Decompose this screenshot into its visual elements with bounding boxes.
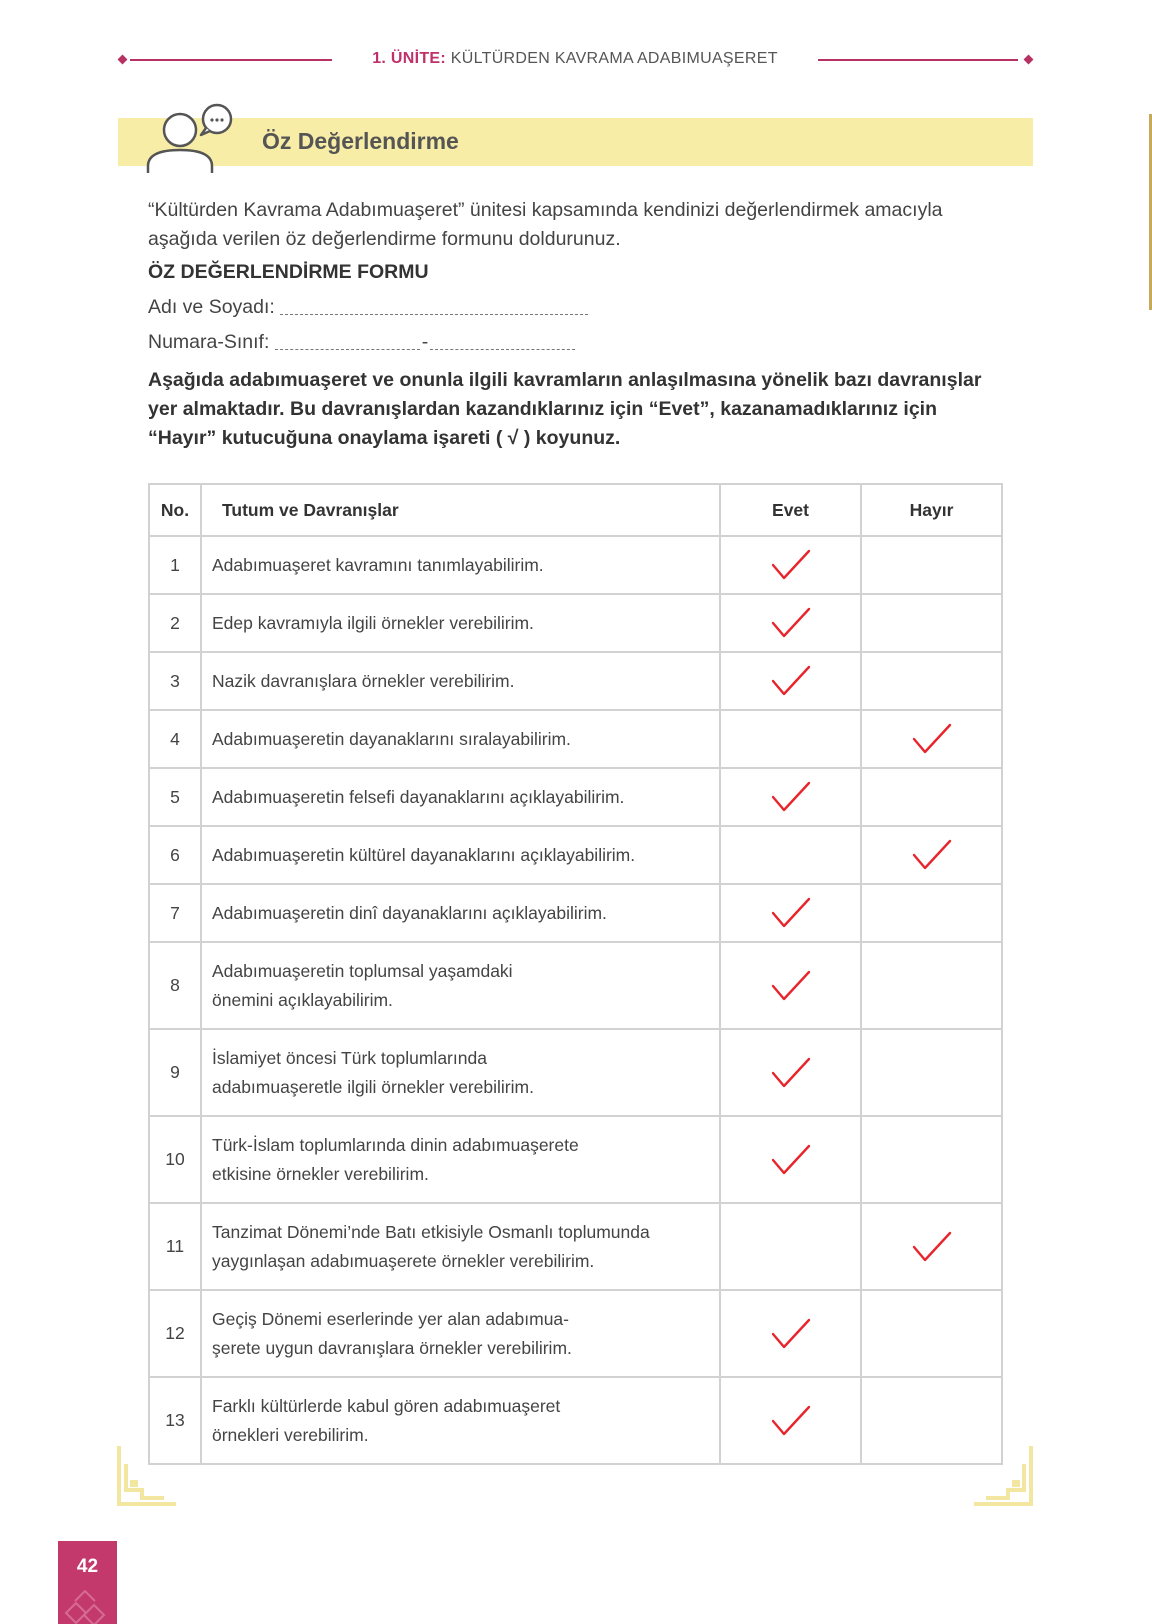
no-checkbox-cell[interactable] [861, 710, 1002, 768]
yes-checkbox-cell[interactable] [720, 768, 861, 826]
checkmark-icon [770, 1404, 812, 1438]
table-header-row [149, 484, 1002, 536]
table-row [149, 942, 1002, 1029]
no-checkbox-cell[interactable] [861, 1203, 1002, 1290]
person-speech-bubble-icon [144, 102, 236, 174]
section-title: Öz Değerlendirme [262, 128, 459, 154]
row-behavior-line1: Adabımuaşeretin toplumsal yaşamdaki [212, 960, 513, 981]
unit-title: KÜLTÜRDEN KAVRAMA ADABIMUAŞERET [450, 50, 778, 67]
table-row [149, 1377, 1002, 1464]
number-class-field [148, 331, 575, 354]
row-number: 5 [149, 768, 201, 826]
row-behavior: Adabımuaşeretin dinî dayanaklarını açıklayabilirim. [201, 884, 720, 942]
no-checkbox-cell[interactable] [861, 942, 1002, 1029]
row-number: 11 [149, 1203, 201, 1290]
row-number: 1 [149, 536, 201, 594]
page-number: 42 [76, 1556, 99, 1577]
row-number: 12 [149, 1290, 201, 1377]
row-behavior-line1: Tanzimat Dönemi’nde Batı etkisiyle Osmanlı toplumunda [212, 1221, 650, 1242]
no-checkbox-cell[interactable] [861, 1290, 1002, 1377]
header-behavior: Tutum ve Davranışlar [201, 484, 720, 536]
row-number: 8 [149, 942, 201, 1029]
checkmark-icon [770, 1056, 812, 1090]
yes-checkbox-cell[interactable] [720, 884, 861, 942]
running-header [340, 50, 810, 68]
row-behavior-line1: İslamiyet öncesi Türk toplumlarında [212, 1047, 487, 1068]
no-checkbox-cell[interactable] [861, 1029, 1002, 1116]
header-right-diamond [1024, 55, 1034, 65]
no-checkbox-cell[interactable] [861, 768, 1002, 826]
table-row [149, 652, 1002, 710]
row-behavior-line2: şerete uygun davranışlara örnekler verebilirim. [212, 1337, 572, 1358]
yes-checkbox-cell[interactable] [720, 1116, 861, 1203]
corner-ornament-right-icon [970, 1446, 1034, 1506]
header-right-rule [818, 59, 1018, 61]
row-behavior [201, 1116, 720, 1203]
yes-checkbox-cell[interactable] [720, 594, 861, 652]
checkmark-icon [770, 969, 812, 1003]
row-number: 9 [149, 1029, 201, 1116]
checkmark-icon [770, 606, 812, 640]
row-number: 7 [149, 884, 201, 942]
yes-checkbox-cell[interactable] [720, 826, 861, 884]
yes-checkbox-cell[interactable] [720, 1290, 861, 1377]
row-behavior [201, 1029, 720, 1116]
row-number: 13 [149, 1377, 201, 1464]
section-banner [118, 118, 1033, 166]
no-checkbox-cell[interactable] [861, 826, 1002, 884]
instruction-paragraph: Aşağıda adabımuaşeret ve onunla ilgili kavramların anlaşılmasına yönelik bazı davranışlar yer almaktadır. Bu davranışlardan kazandıklarınız için “Evet”, kazanamadıklarınız için “Hayır” kutucuğuna onaylama işareti ( √ ) koyunuz. [148, 369, 982, 449]
checkmark-icon [770, 1143, 812, 1177]
checkmark-icon [770, 664, 812, 698]
self-assessment-table [148, 483, 1003, 1465]
row-behavior-line2: yaygınlaşan adabımuaşerete örnekler verebilirim. [212, 1250, 595, 1271]
row-behavior-line1: Farklı kültürlerde kabul gören adabımuaşeret [212, 1395, 561, 1416]
no-checkbox-cell[interactable] [861, 536, 1002, 594]
no-checkbox-cell[interactable] [861, 594, 1002, 652]
table-row [149, 1116, 1002, 1203]
name-field [148, 296, 588, 319]
table-row [149, 594, 1002, 652]
row-behavior: Nazik davranışlara örnekler verebilirim. [201, 652, 720, 710]
row-number: 10 [149, 1116, 201, 1203]
header-no-answer: Hayır [861, 484, 1002, 536]
row-behavior: Adabımuaşeretin dayanaklarını sıralayabilirim. [201, 710, 720, 768]
form-title: ÖZ DEĞERLENDİRME FORMU [148, 261, 429, 283]
yes-checkbox-cell[interactable] [720, 1203, 861, 1290]
header-left-rule [130, 59, 332, 61]
row-behavior [201, 942, 720, 1029]
row-number: 6 [149, 826, 201, 884]
intro-paragraph: “Kültürden Kavrama Adabımuaşeret” ünitesi kapsamında kendinizi değerlendirmek amacıyla aşağıda verilen öz değerlendirme formunu doldurunuz. [148, 199, 943, 250]
row-behavior: Adabımuaşeretin felsefi dayanaklarını açıklayabilirim. [201, 768, 720, 826]
checkmark-icon [911, 838, 953, 872]
knot-pattern-icon [58, 1541, 117, 1624]
checkmark-icon [770, 1317, 812, 1351]
no-checkbox-cell[interactable] [861, 1116, 1002, 1203]
yes-checkbox-cell[interactable] [720, 1377, 861, 1464]
checkmark-icon [770, 896, 812, 930]
header-left-diamond [118, 55, 128, 65]
unit-label: 1. ÜNİTE: [372, 50, 447, 67]
table-row [149, 1203, 1002, 1290]
row-behavior-line2: etkisine örnekler verebilirim. [212, 1163, 429, 1184]
yes-checkbox-cell[interactable] [720, 536, 861, 594]
yes-checkbox-cell[interactable] [720, 1029, 861, 1116]
row-number: 2 [149, 594, 201, 652]
checkmark-icon [911, 1230, 953, 1264]
name-blank[interactable] [280, 314, 588, 315]
yes-checkbox-cell[interactable] [720, 652, 861, 710]
class-blank[interactable] [430, 349, 575, 350]
table-row [149, 768, 1002, 826]
table-row [149, 1029, 1002, 1116]
yes-checkbox-cell[interactable] [720, 710, 861, 768]
row-behavior [201, 1377, 720, 1464]
header-yes: Evet [720, 484, 861, 536]
page-number-box [58, 1541, 117, 1624]
corner-ornament-left-icon [116, 1446, 180, 1506]
row-behavior-line2: örnekleri verebilirim. [212, 1424, 369, 1445]
row-number: 4 [149, 710, 201, 768]
row-behavior [201, 1290, 720, 1377]
table-row [149, 1290, 1002, 1377]
row-behavior: Adabımuaşeretin kültürel dayanaklarını açıklayabilirim. [201, 826, 720, 884]
number-label: Numara-Sınıf: [148, 331, 270, 353]
table-row [149, 826, 1002, 884]
no-checkbox-cell[interactable] [861, 884, 1002, 942]
name-label: Adı ve Soyadı: [148, 296, 275, 318]
checkmark-icon [770, 780, 812, 814]
number-separator: - [421, 331, 429, 353]
row-behavior-line2: önemini açıklayabilirim. [212, 989, 393, 1010]
row-behavior-line2: adabımuaşeretle ilgili örnekler verebilirim. [212, 1076, 534, 1097]
yes-checkbox-cell[interactable] [720, 942, 861, 1029]
row-number: 3 [149, 652, 201, 710]
header-no: No. [149, 484, 201, 536]
row-behavior-line1: Geçiş Dönemi eserlerinde yer alan adabımua- [212, 1308, 569, 1329]
row-behavior [201, 1203, 720, 1290]
row-behavior-line1: Türk-İslam toplumlarında dinin adabımuaşerete [212, 1134, 579, 1155]
checkmark-icon [911, 722, 953, 756]
row-behavior: Adabımuaşeret kavramını tanımlayabilirim. [201, 536, 720, 594]
row-behavior: Edep kavramıyla ilgili örnekler verebilirim. [201, 594, 720, 652]
no-checkbox-cell[interactable] [861, 652, 1002, 710]
table-row [149, 884, 1002, 942]
table-row [149, 710, 1002, 768]
checkmark-icon [770, 548, 812, 582]
number-blank[interactable] [275, 349, 420, 350]
table-row [149, 536, 1002, 594]
